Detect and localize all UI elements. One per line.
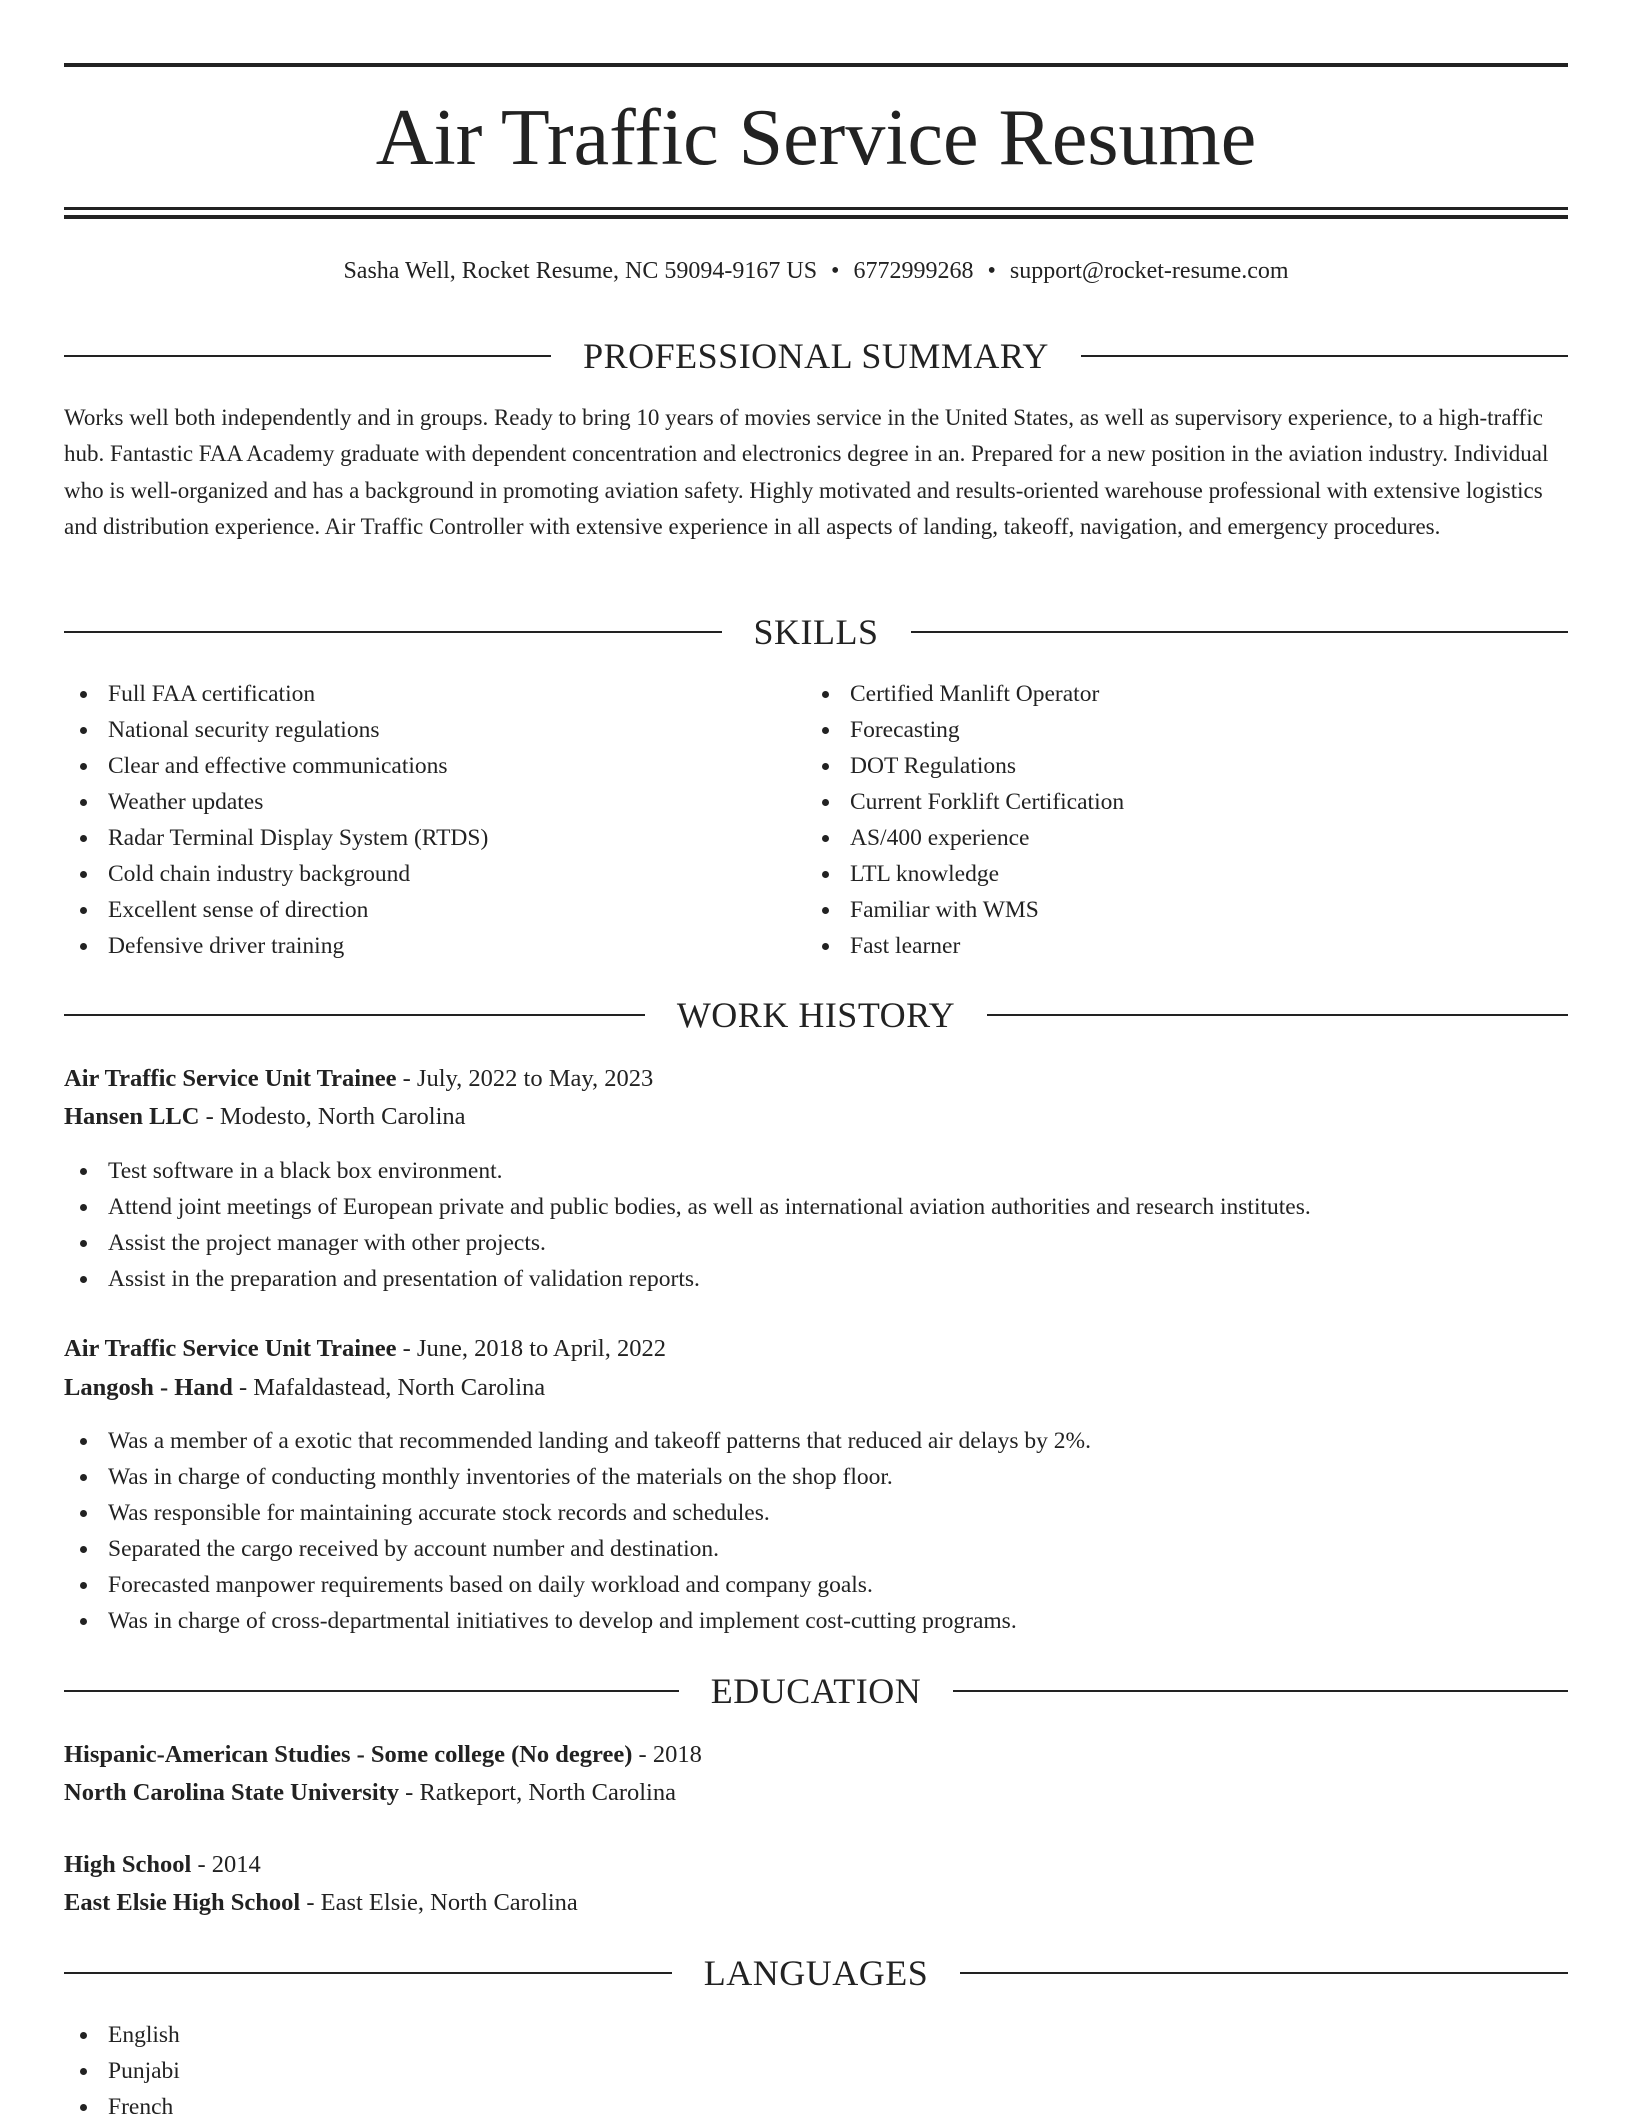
job-duty: Separated the cargo received by account number and destination. bbox=[64, 1531, 1568, 1567]
education-heading-label: EDUCATION bbox=[710, 1671, 922, 1711]
contact-phone: 6772999268 bbox=[853, 258, 974, 284]
job-title: Air Traffic Service Unit Trainee bbox=[64, 1335, 397, 1362]
skills-heading bbox=[64, 610, 1568, 654]
job-duty: Assist in the preparation and presentation of validation reports. bbox=[64, 1261, 1568, 1297]
skill-item: Current Forklift Certification bbox=[806, 784, 1546, 820]
contact-email: support@rocket-resume.com bbox=[1009, 258, 1289, 284]
job-company: Hansen LLC bbox=[64, 1103, 200, 1130]
skill-item: Certified Manlift Operator bbox=[806, 676, 1546, 712]
job-duty: Forecasted manpower requirements based on daily workload and company goals. bbox=[64, 1567, 1568, 1603]
job-duty: Was in charge of cross-departmental initiatives to develop and implement cost-cutting programs. bbox=[64, 1603, 1568, 1639]
education-degree: Hispanic-American Studies - Some college (No degree) bbox=[64, 1741, 633, 1768]
education-school: East Elsie High School bbox=[64, 1889, 301, 1916]
heading-rule-right bbox=[911, 631, 1569, 633]
work-heading bbox=[64, 993, 1568, 1037]
contact-separator: • bbox=[987, 258, 996, 284]
job-location: - Modesto, North Carolina bbox=[199, 1103, 466, 1130]
job-duty: Was responsible for maintaining accurate stock records and schedules. bbox=[64, 1495, 1568, 1531]
education-location: - Ratkeport, North Carolina bbox=[399, 1779, 676, 1806]
skill-item: Excellent sense of direction bbox=[64, 892, 784, 928]
skill-item: Defensive driver training bbox=[64, 928, 784, 964]
job-location: - Mafaldastead, North Carolina bbox=[232, 1374, 546, 1401]
education-degree-line bbox=[64, 1846, 1568, 1884]
job-duty: Test software in a black box environment. bbox=[64, 1153, 1568, 1189]
skill-item: Weather updates bbox=[64, 784, 784, 820]
job-company: Langosh - Hand bbox=[64, 1374, 233, 1401]
heading-rule-right bbox=[987, 1014, 1568, 1016]
job-duty: Attend joint meetings of European private and public bodies, as well as international aviation authorities and research institutes. bbox=[64, 1189, 1568, 1225]
skill-item: Fast learner bbox=[806, 928, 1546, 964]
skill-item: National security regulations bbox=[64, 712, 784, 748]
job-title-line bbox=[64, 1330, 1568, 1368]
heading-rule-right bbox=[1081, 355, 1568, 357]
summary-text: Works well both independently and in groups. Ready to bring 10 years of movies service in the United States, as well as supervisory experience, to a high-traffic hub. Fantastic FAA Academy graduate with dependent concentration and electronics degree in an. Prepared for a new position in the aviation industry. Individual who is well-organized and has a background in promoting aviation safety. Highly motivated and results-oriented warehouse professional with extensive logistics and distribution experience. Air Traffic Controller with extensive experience in all aspects of landing, takeoff, navigation, and emergency procedures. bbox=[64, 405, 1549, 539]
education-year: - 2018 bbox=[632, 1741, 702, 1768]
skill-item: Clear and effective communications bbox=[64, 748, 784, 784]
contact-separator: • bbox=[831, 258, 840, 284]
languages-list bbox=[64, 2017, 1568, 2125]
skill-item: AS/400 experience bbox=[806, 820, 1546, 856]
job-company-line bbox=[64, 1098, 1568, 1136]
language-item: French bbox=[64, 2089, 1568, 2125]
job-duty: Was in charge of conducting monthly inventories of the materials on the shop floor. bbox=[64, 1459, 1568, 1495]
title-rule-lower bbox=[64, 215, 1568, 219]
skill-item: Familiar with WMS bbox=[806, 892, 1546, 928]
skill-item: Full FAA certification bbox=[64, 676, 784, 712]
heading-rule-left bbox=[64, 1972, 672, 1974]
job-duties-list bbox=[64, 1153, 1568, 1297]
work-heading-label: WORK HISTORY bbox=[676, 995, 956, 1035]
languages-heading bbox=[64, 1951, 1568, 1995]
skills-heading-label: SKILLS bbox=[753, 612, 879, 652]
skill-item: Radar Terminal Display System (RTDS) bbox=[64, 820, 784, 856]
contact-line bbox=[64, 253, 1568, 289]
language-item: English bbox=[64, 2017, 1568, 2053]
top-rule bbox=[64, 63, 1568, 67]
education-degree: High School bbox=[64, 1851, 192, 1878]
job-title-line bbox=[64, 1060, 1568, 1098]
skill-item: DOT Regulations bbox=[806, 748, 1546, 784]
skills-list-right bbox=[806, 676, 1546, 964]
education-school: North Carolina State University bbox=[64, 1779, 400, 1806]
heading-rule-left bbox=[64, 1690, 679, 1692]
job-duty: Was a member of a exotic that recommended landing and takeoff patterns that reduced air delays by 2%. bbox=[64, 1423, 1568, 1459]
education-year: - 2014 bbox=[191, 1851, 261, 1878]
resume-title: Air Traffic Service Resume bbox=[375, 94, 1257, 182]
education-location: - East Elsie, North Carolina bbox=[300, 1889, 578, 1916]
languages-heading-label: LANGUAGES bbox=[703, 1953, 929, 1993]
job-duty: Assist the project manager with other projects. bbox=[64, 1225, 1568, 1261]
summary-heading-label: PROFESSIONAL SUMMARY bbox=[583, 336, 1049, 376]
skill-item: Forecasting bbox=[806, 712, 1546, 748]
summary-heading bbox=[64, 334, 1568, 378]
language-item: Punjabi bbox=[64, 2053, 1568, 2089]
heading-rule-left bbox=[64, 1014, 645, 1016]
contact-address: Sasha Well, Rocket Resume, NC 59094-9167 US bbox=[343, 258, 818, 284]
heading-rule-left bbox=[64, 631, 722, 633]
title-rule-upper bbox=[64, 207, 1568, 210]
skill-item: Cold chain industry background bbox=[64, 856, 784, 892]
skill-item: LTL knowledge bbox=[806, 856, 1546, 892]
education-degree-line bbox=[64, 1736, 1568, 1774]
job-dates: - June, 2018 to April, 2022 bbox=[396, 1335, 666, 1362]
education-school-line bbox=[64, 1774, 1568, 1812]
job-duties-list bbox=[64, 1423, 1568, 1639]
job-title: Air Traffic Service Unit Trainee bbox=[64, 1065, 397, 1092]
job-company-line bbox=[64, 1369, 1568, 1407]
heading-rule-left bbox=[64, 355, 551, 357]
education-heading bbox=[64, 1669, 1568, 1713]
heading-rule-right bbox=[960, 1972, 1568, 1974]
education-school-line bbox=[64, 1884, 1568, 1922]
heading-rule-right bbox=[953, 1690, 1568, 1692]
job-dates: - July, 2022 to May, 2023 bbox=[396, 1065, 654, 1092]
skills-list-left bbox=[64, 676, 784, 964]
